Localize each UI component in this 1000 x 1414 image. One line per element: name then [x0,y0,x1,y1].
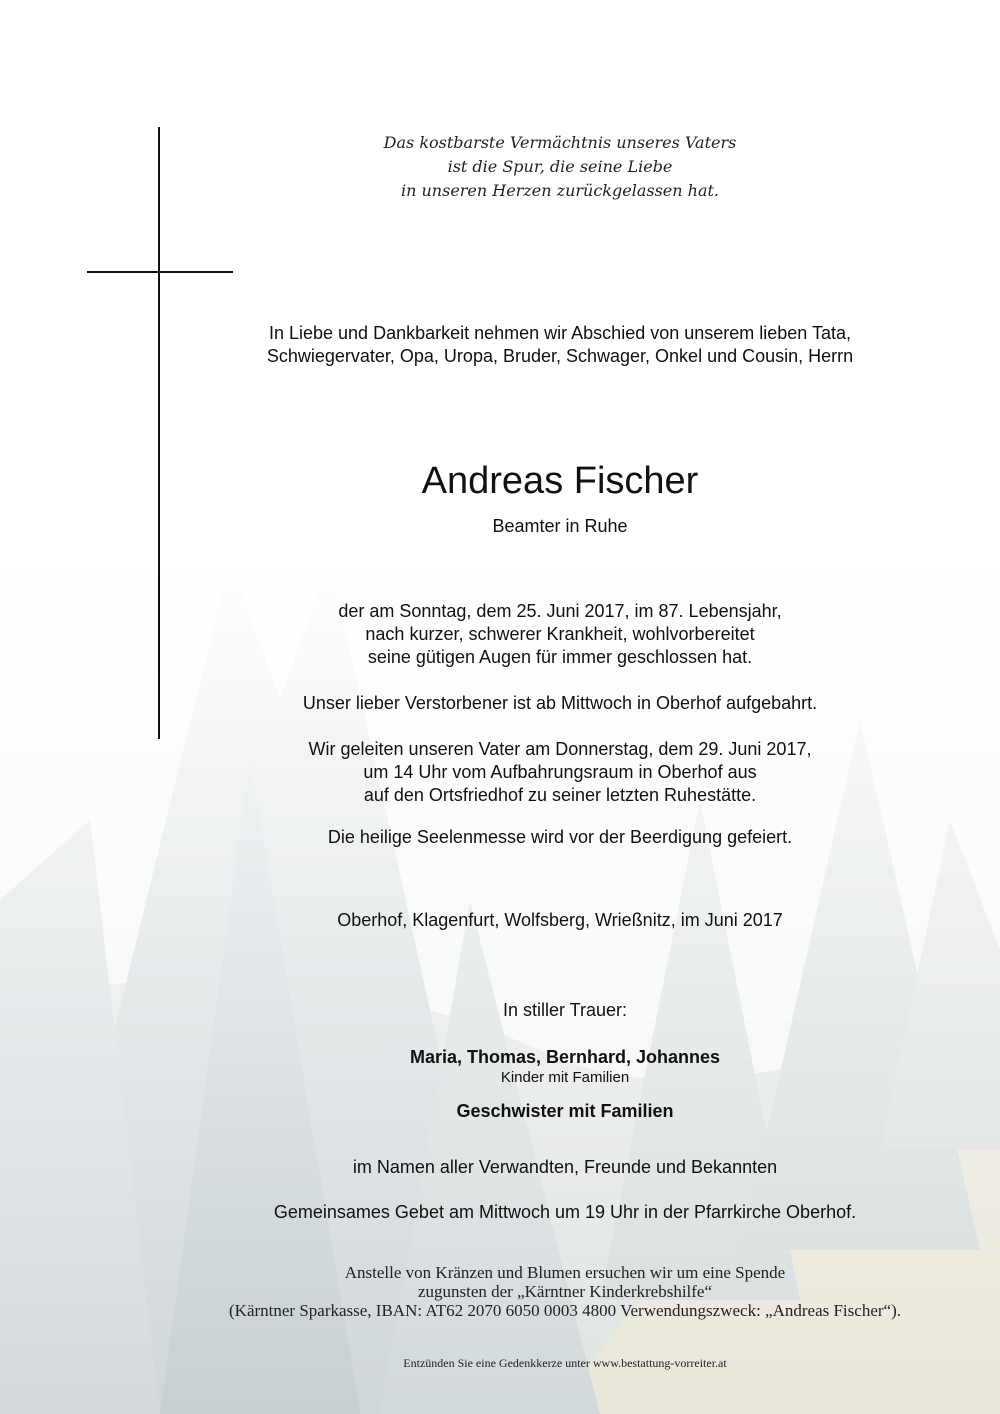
deceased-title: Beamter in Ruhe [492,516,628,536]
mourners-siblings: Geschwister mit Familien [456,1101,674,1121]
mourners-children-note: Kinder mit Familien [500,1069,630,1086]
mourners-heading: In stiller Trauer: [502,1000,628,1020]
death-notice-line: seine gütigen Augen für immer geschlossen hat. [367,647,753,667]
deceased-name: Andreas Fischer [421,460,699,502]
funeral-line: auf den Ortsfriedhof zu seiner letzten Ruhestätte. [363,785,757,805]
memorial-candle-note: Entzünden Sie eine Gedenkkerze unter www.bestattung-vorreiter.at [403,1356,727,1370]
intro-line: In Liebe und Dankbarkeit nehmen wir Abschied von unserem lieben Tata, [268,323,852,343]
verse-line: in unseren Herzen zurückgelassen hat. [400,181,719,200]
funeral-notice [120,738,1000,807]
funeral-line: Wir geleiten unseren Vater am Donnerstag, dem 29. Juni 2017, [308,739,812,759]
cross-horizontal-bar [87,271,233,273]
intro-line: Schwiegervater, Opa, Uropa, Bruder, Schwager, Onkel und Cousin, Herrn [266,346,854,366]
donation-line: (Kärntner Sparkasse, IBAN: AT62 2070 6050 0003 4800 Verwendungszweck: „Andreas Fischer“). [229,1301,901,1320]
prayer-notice: Gemeinsames Gebet am Mittwoch um 19 Uhr in der Pfarrkirche Oberhof. [273,1202,857,1222]
death-notice-line: der am Sonntag, dem 25. Juni 2017, im 87. Lebensjahr, [338,601,782,621]
mourners-relatives: im Namen aller Verwandten, Freunde und Bekannten [352,1157,778,1177]
death-notice [120,600,1000,669]
death-notice-line: nach kurzer, schwerer Krankheit, wohlvorbereitet [365,624,755,644]
place-date: Oberhof, Klagenfurt, Wolfsberg, Wrießnitz, im Juni 2017 [337,910,783,930]
mourners-children: Maria, Thomas, Bernhard, Johannes [409,1047,721,1067]
donation-request [130,1263,1000,1320]
mass-notice: Die heilige Seelenmesse wird vor der Beerdigung gefeiert. [327,827,793,847]
verse-line: ist die Spur, die seine Liebe [447,157,673,176]
farewell-intro [120,322,1000,368]
donation-line: Anstelle von Kränzen und Blumen ersuchen wir um eine Spende [344,1263,786,1282]
funeral-line: um 14 Uhr vom Aufbahrungsraum in Oberhof aus [363,762,757,782]
verse-line: Das kostbarste Vermächtnis unseres Vaters [383,133,737,152]
memorial-verse [150,131,970,203]
lying-in-state-notice: Unser lieber Verstorbener ist ab Mittwoch in Oberhof aufgebahrt. [302,693,818,713]
donation-line: zugunsten der „Kärntner Kinderkrebshilfe“ [417,1282,713,1301]
